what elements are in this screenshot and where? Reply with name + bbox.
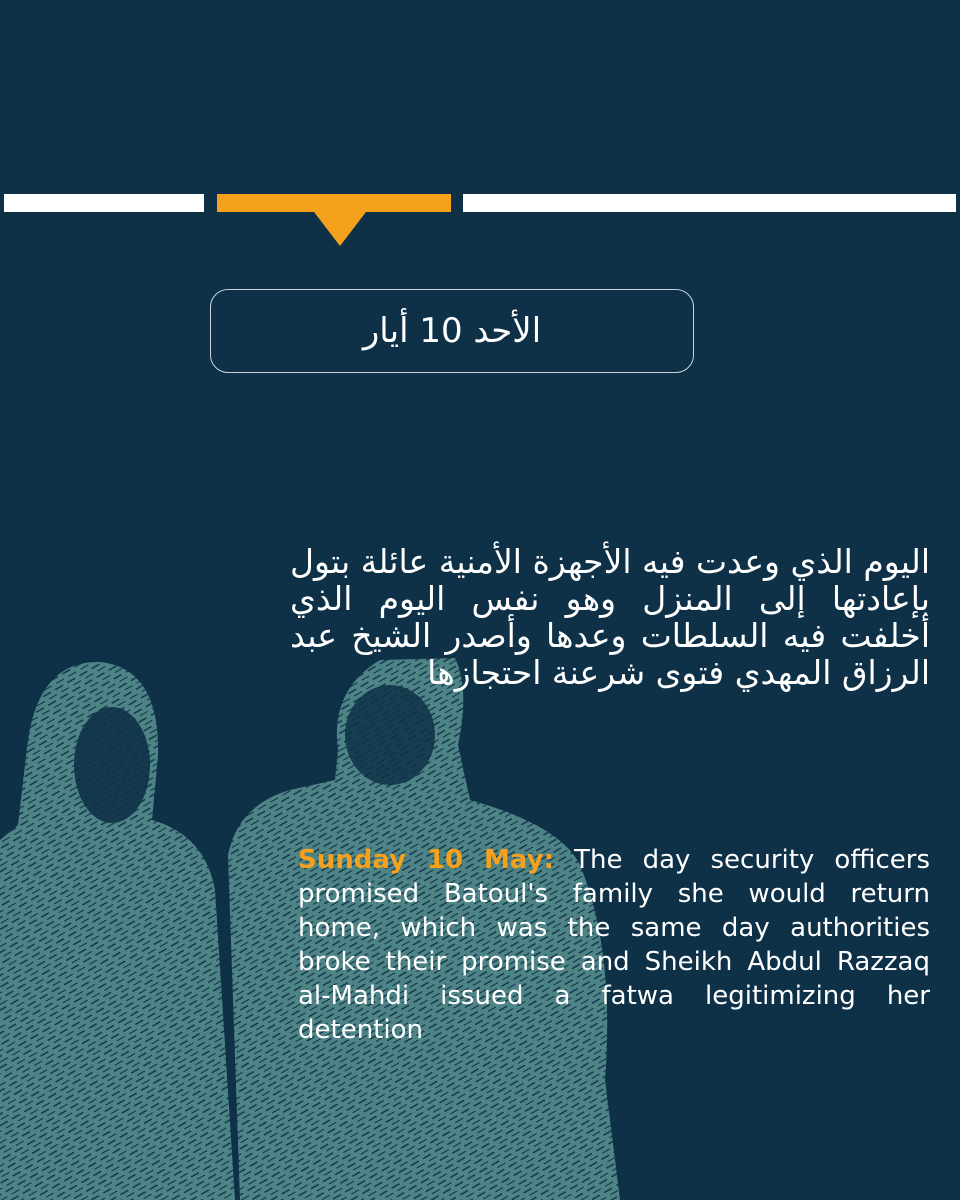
timeline-segment-left (4, 194, 204, 212)
timeline-segment-active (217, 194, 451, 212)
english-body-text: The day security officers promised Batoul's family she would return home, which was the same day authorities broke their promise and Sheikh Abdul Razzaq al-Mahdi issued a fatwa legitimizing her detention (298, 845, 930, 1045)
timeline-pointer-icon (314, 212, 366, 246)
english-description (298, 843, 930, 1047)
right-figure-face (345, 685, 435, 785)
timeline-segment-right (463, 194, 956, 212)
date-label: الأحد 10 أيار (362, 311, 542, 351)
date-badge (210, 289, 694, 373)
left-figure-face (74, 707, 150, 823)
english-date-lead: Sunday 10 May: (298, 845, 554, 875)
timeline-bar (0, 0, 960, 260)
arabic-description: اليوم الذي وعدت فيه الأجهزة الأمنية عائلة بتول بإعادتها إلى المنزل وهو نفس اليوم الذي أخلفت فيه السلطات وعدها وأصدر الشيخ عبد الرزاق المهدي فتوى شرعنة احتجازها (290, 542, 930, 692)
